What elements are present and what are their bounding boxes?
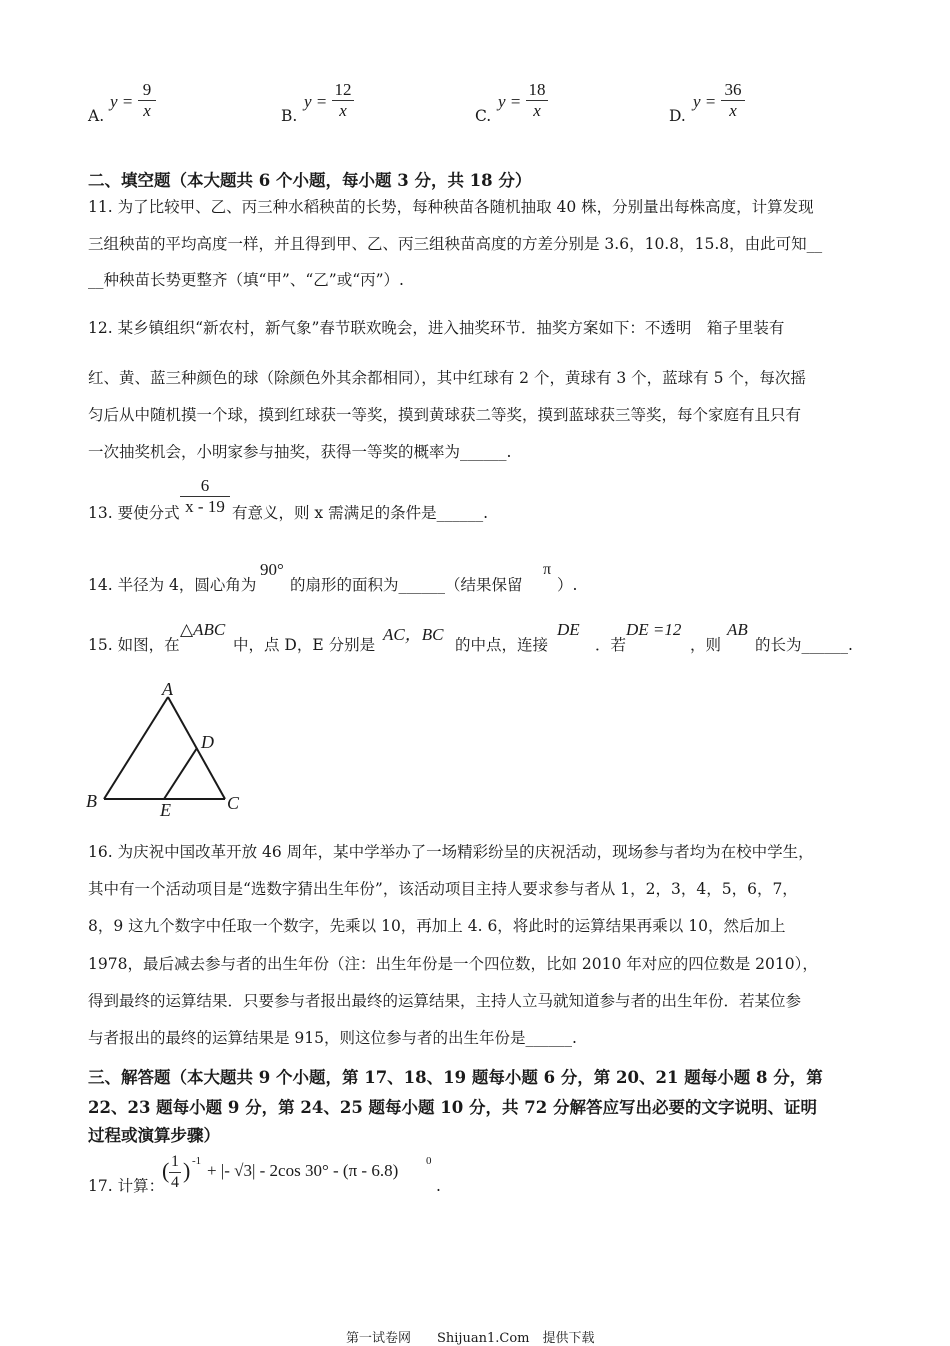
q16-line2: 其中有一个活动项目是“选数字猜出生年份”，该活动项目主持人要求参与者从 1，2，3，4，5，6，7， (88, 880, 798, 898)
label-a: A (162, 679, 173, 699)
triangle-figure (80, 675, 250, 825)
q12-line4: 一次抽奖机会，小明家参与抽奖，获得一等奖的概率为______. (88, 443, 512, 461)
q13-fraction: 6 x - 19 (180, 476, 230, 517)
segment-de (164, 748, 197, 799)
section-3-line3: 过程或演算步骤） (88, 1126, 220, 1145)
q17-expression: + |- √3| - 2cos 30° - (π - 6.8) (207, 1161, 399, 1180)
option-fraction: 18 x (526, 80, 548, 121)
q15-p6: 的长为______. (755, 636, 853, 654)
q17-prefix: 17. 计算： (88, 1177, 165, 1195)
q16-line6: 与者报出的最终的运算结果是 915，则这位参与者的出生年份是______. (88, 1029, 577, 1047)
q15-p5: ，则 (690, 636, 722, 654)
q14-suffix: ）. (557, 576, 578, 594)
open-paren: ( (162, 1158, 170, 1183)
q17-exponent: -1 (192, 1155, 202, 1167)
close-paren: ) (183, 1158, 191, 1183)
q12-line2: 红、黄、蓝三种颜色的球（除颜色外其余都相同），其中红球有 2 个，黄球有 3 个，蓝球有 5 个，每次摇 (88, 369, 806, 387)
q11-line1: 11. 为了比较甲、乙、丙三种水稻秧苗的长势，每种秧苗各随机抽取 40 株，分别量出每株高度，计算发现 (88, 198, 814, 216)
q15-ab: AB (727, 620, 748, 639)
option-lhs: y = (498, 92, 522, 111)
q12-line1: 12. 某乡镇组织“新农村，新气象”春节联欢晚会，进入抽奖环节．抽奖方案如下：不透明 箱子里装有 (88, 319, 785, 337)
section-3-line2: 22、23 题每小题 9 分，第 24、25 题每小题 10 分，共 72 分解答应写出必要的文字说明、证明 (88, 1098, 817, 1117)
option-label: D. (669, 107, 686, 125)
q15-triangle: △ABC (180, 620, 226, 639)
option-lhs: y = (304, 92, 328, 111)
option-label: B. (281, 107, 298, 125)
q11-line2: 三组秧苗的平均高度一样，并且得到甲、乙、丙三组秧苗高度的方差分别是 3.6，10.8，15.8，由此可知__ (88, 235, 823, 253)
label-e: E (160, 800, 171, 820)
q15-p4: ．若 (595, 636, 627, 654)
q16-line4: 1978，最后减去参与者的出生年份（注：出生年份是一个四位数，比如 2010 年对应的四位数是 2010）， (88, 955, 818, 973)
q13-suffix: 有意义，则 x 需满足的条件是______. (232, 504, 489, 522)
q14-mid: 的扇形的面积为______（结果保留 (290, 576, 523, 594)
q15-p2: 中，点 D，E 分别是 (233, 636, 376, 654)
option-fraction: 36 x (721, 80, 745, 121)
q15-de: DE (557, 620, 580, 639)
pi-symbol: π (543, 561, 552, 578)
label-c: C (227, 793, 240, 813)
option-label: C. (475, 107, 492, 125)
label-b: B (86, 791, 97, 811)
label-d: D (201, 732, 214, 752)
q17-exponent-zero: 0 (426, 1155, 432, 1167)
q15-sides: AC，BC (383, 625, 444, 644)
option-lhs: y = (693, 92, 717, 111)
side-ab (104, 697, 168, 799)
option-fraction: 9 x (138, 80, 156, 121)
q15-p1: 15. 如图，在 (88, 636, 180, 654)
q17-fraction: 1 4 (171, 1153, 179, 1191)
option-lhs: y = (110, 92, 134, 111)
option-label: A. (88, 107, 105, 125)
q15-equation: DE =12 (626, 620, 682, 639)
q16-line3: 8，9 这九个数字中任取一个数字，先乘以 10，再加上 4. 6，将此时的运算结果再乘以 10，然后加上 (88, 917, 786, 935)
q12-line3: 匀后从中随机摸一个球，摸到红球获一等奖，摸到黄球获二等奖，摸到蓝球获三等奖，每个家庭有且只有 (88, 406, 802, 424)
q13-prefix: 13. 要使分式 (88, 504, 180, 522)
section-2-heading: 二、填空题（本大题共 6 个小题，每小题 3 分，共 18 分） (88, 171, 532, 190)
q11-line3: __种秧苗长势更整齐（填“甲”、“乙”或“丙”）. (88, 271, 404, 289)
q16-line1: 16. 为庆祝中国改革开放 46 周年，某中学举办了一场精彩纷呈的庆祝活动，现场参与者均为在校中学生， (88, 843, 814, 861)
footer-text: 第一试卷网 Shijuan1.Com 提供下载 (346, 1331, 595, 1346)
q15-p3: 的中点，连接 (455, 636, 549, 654)
q14-angle: 90° (260, 560, 284, 579)
q14-prefix: 14. 半径为 4，圆心角为 (88, 576, 257, 594)
option-fraction: 12 x (332, 80, 354, 121)
q17-end: . (436, 1177, 441, 1195)
q16-line5: 得到最终的运算结果．只要参与者报出最终的运算结果，主持人立马就知道参与者的出生年份．若某位参 (88, 992, 802, 1010)
section-3-line1: 三、解答题（本大题共 9 个小题，第 17、18、19 题每小题 6 分，第 20、21 题每小题 8 分，第 (88, 1068, 823, 1087)
